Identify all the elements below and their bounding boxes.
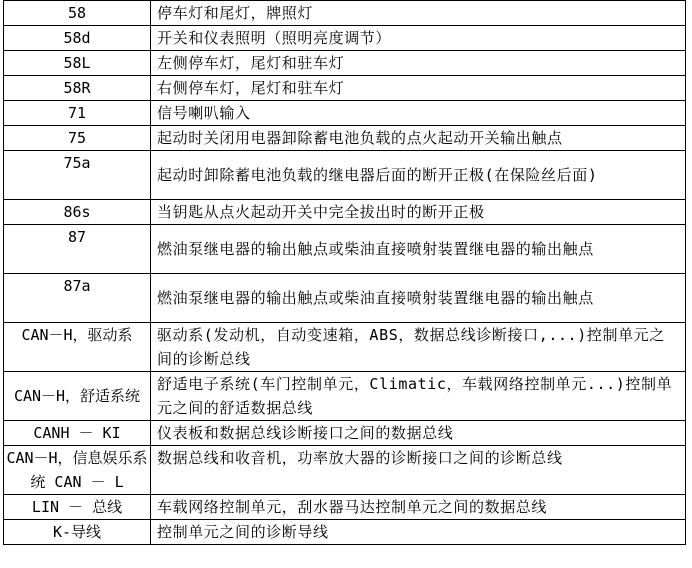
terminal-description: 起动时关闭用电器卸除蓄电池负载的点火起动开关输出触点	[151, 126, 686, 151]
terminal-code: 87a	[4, 274, 151, 323]
table-row	[4, 495, 686, 520]
terminal-code: LIN － 总线	[4, 495, 151, 520]
terminal-description: 信号喇叭输入	[151, 101, 686, 126]
terminal-description: 车载网络控制单元，刮水器马达控制单元之间的数据总线	[151, 495, 686, 520]
table-row	[4, 323, 686, 372]
terminal-description: 仪表板和数据总线诊断接口之间的数据总线	[151, 421, 686, 446]
terminal-description: 驱动系(发动机，自动变速箱，ABS，数据总线诊断接口,...)控制单元之间的诊断总线	[151, 323, 686, 372]
terminal-description: 燃油泵继电器的输出触点或柴油直接喷射装置继电器的输出触点	[151, 274, 686, 323]
terminal-code: 87	[4, 225, 151, 274]
terminal-code: CAN－H，驱动系	[4, 323, 151, 372]
terminal-code: 58L	[4, 51, 151, 76]
terminal-description: 控制单元之间的诊断导线	[151, 520, 686, 545]
terminal-description: 左侧停车灯，尾灯和驻车灯	[151, 51, 686, 76]
terminal-code: CANH － KI	[4, 421, 151, 446]
table-row	[4, 446, 686, 495]
terminal-code: 58d	[4, 26, 151, 51]
terminal-code: 71	[4, 101, 151, 126]
table-row	[4, 101, 686, 126]
table-row	[4, 274, 686, 323]
terminal-code: 75a	[4, 151, 151, 200]
table-row	[4, 26, 686, 51]
terminal-code: 58R	[4, 76, 151, 101]
terminal-code: 86s	[4, 200, 151, 225]
terminal-description: 舒适电子系统(车门控制单元，Climatic，车载网络控制单元...)控制单元之间的舒适数据总线	[151, 372, 686, 421]
table-row	[4, 76, 686, 101]
terminal-code: CAN－H，信息娱乐系统 CAN － L	[4, 446, 151, 495]
table-row	[4, 372, 686, 421]
terminal-description: 当钥匙从点火起动开关中完全拔出时的断开正极	[151, 200, 686, 225]
table-row	[4, 200, 686, 225]
terminal-designation-table	[3, 0, 686, 545]
terminal-description: 右侧停车灯，尾灯和驻车灯	[151, 76, 686, 101]
table-row	[4, 225, 686, 274]
terminal-code: 58	[4, 1, 151, 26]
table-row	[4, 1, 686, 26]
table-row	[4, 126, 686, 151]
terminal-code: CAN－H，舒适系统	[4, 372, 151, 421]
table-row	[4, 51, 686, 76]
terminal-description: 数据总线和收音机，功率放大器的诊断接口之间的诊断总线	[151, 446, 686, 495]
terminal-code: 75	[4, 126, 151, 151]
table-row	[4, 421, 686, 446]
terminal-description: 起动时卸除蓄电池负载的继电器后面的断开正极(在保险丝后面)	[151, 151, 686, 200]
terminal-description: 开关和仪表照明（照明亮度调节）	[151, 26, 686, 51]
terminal-code: K-导线	[4, 520, 151, 545]
table-row	[4, 520, 686, 545]
terminal-description: 停车灯和尾灯，牌照灯	[151, 1, 686, 26]
terminal-description: 燃油泵继电器的输出触点或柴油直接喷射装置继电器的输出触点	[151, 225, 686, 274]
table-row	[4, 151, 686, 200]
